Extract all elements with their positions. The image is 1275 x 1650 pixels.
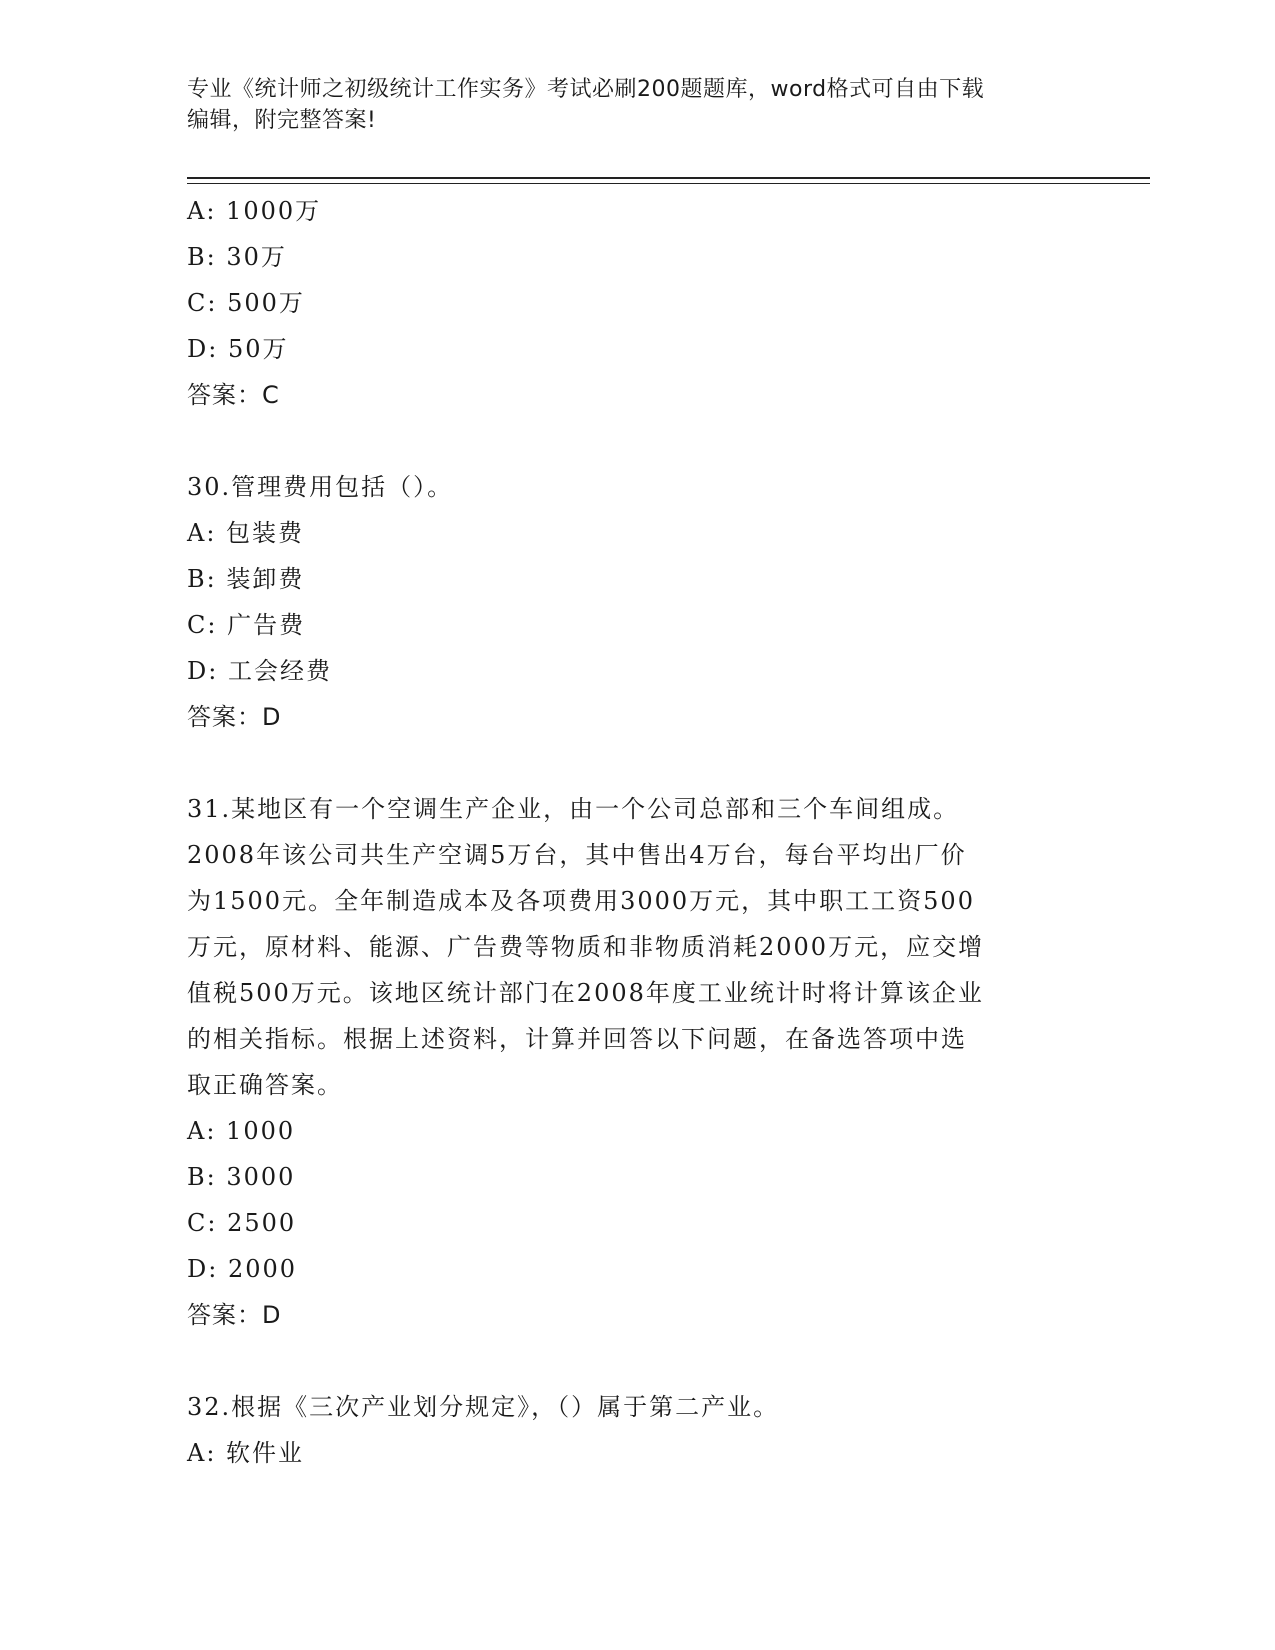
option-b: B: 30万 — [187, 243, 287, 271]
option-c: C: 2500 — [187, 1209, 297, 1237]
header-line-1: 专业《统计师之初级统计工作实务》考试必刷200题题库，word格式可自由下载 — [187, 77, 985, 102]
question-31 — [187, 786, 1077, 1338]
question-stem-line-6: 的相关指标。根据上述资料，计算并回答以下问题，在备选答项中选 — [187, 1025, 967, 1053]
question-stem-line-1: 31.某地区有一个空调生产企业，由一个公司总部和三个车间组成。 — [187, 795, 960, 823]
header-line-2: 编辑，附完整答案! — [187, 108, 377, 133]
option-d: D: 2000 — [187, 1255, 298, 1283]
question-stem-line-4: 万元，原材料、能源、广告费等物质和非物质消耗2000万元，应交增 — [187, 933, 985, 961]
option-a: A: 软件业 — [187, 1439, 305, 1467]
question-stem-line-2: 2008年该公司共生产空调5万台，其中售出4万台，每台平均出厂价 — [187, 841, 967, 869]
question-30 — [187, 464, 1077, 740]
spacer — [187, 1338, 1077, 1384]
option-c: C: 广告费 — [187, 611, 306, 639]
option-a: A: 包装费 — [187, 519, 305, 547]
answer-line: 答案：C — [187, 381, 280, 409]
header-divider-thin — [187, 183, 1150, 184]
question-stem-line-3: 为1500元。全年制造成本及各项费用3000万元，其中职工工资500 — [187, 887, 975, 915]
spacer — [187, 740, 1077, 786]
answer-line: 答案：D — [187, 703, 282, 731]
option-c: C: 500万 — [187, 289, 305, 317]
question-list — [187, 188, 1077, 1476]
answer-line: 答案：D — [187, 1301, 282, 1329]
option-a: A: 1000 — [187, 1117, 296, 1145]
question-stem-line-5: 值税500万元。该地区统计部门在2008年度工业统计时将计算该企业 — [187, 979, 984, 1007]
option-d: D: 工会经费 — [187, 657, 332, 685]
question-29 — [187, 188, 1077, 418]
question-32 — [187, 1384, 1077, 1476]
option-a: A: 1000万 — [187, 197, 322, 225]
spacer — [187, 418, 1077, 464]
option-b: B: 3000 — [187, 1163, 296, 1191]
question-stem: 32.根据《三次产业划分规定》，（）属于第二产业。 — [187, 1393, 780, 1421]
header-divider-thick — [187, 177, 1150, 179]
option-b: B: 装卸费 — [187, 565, 305, 593]
question-stem: 30.管理费用包括（）。 — [187, 473, 454, 501]
question-stem-line-7: 取正确答案。 — [187, 1071, 343, 1099]
option-d: D: 50万 — [187, 335, 289, 363]
document-header — [187, 74, 1067, 136]
